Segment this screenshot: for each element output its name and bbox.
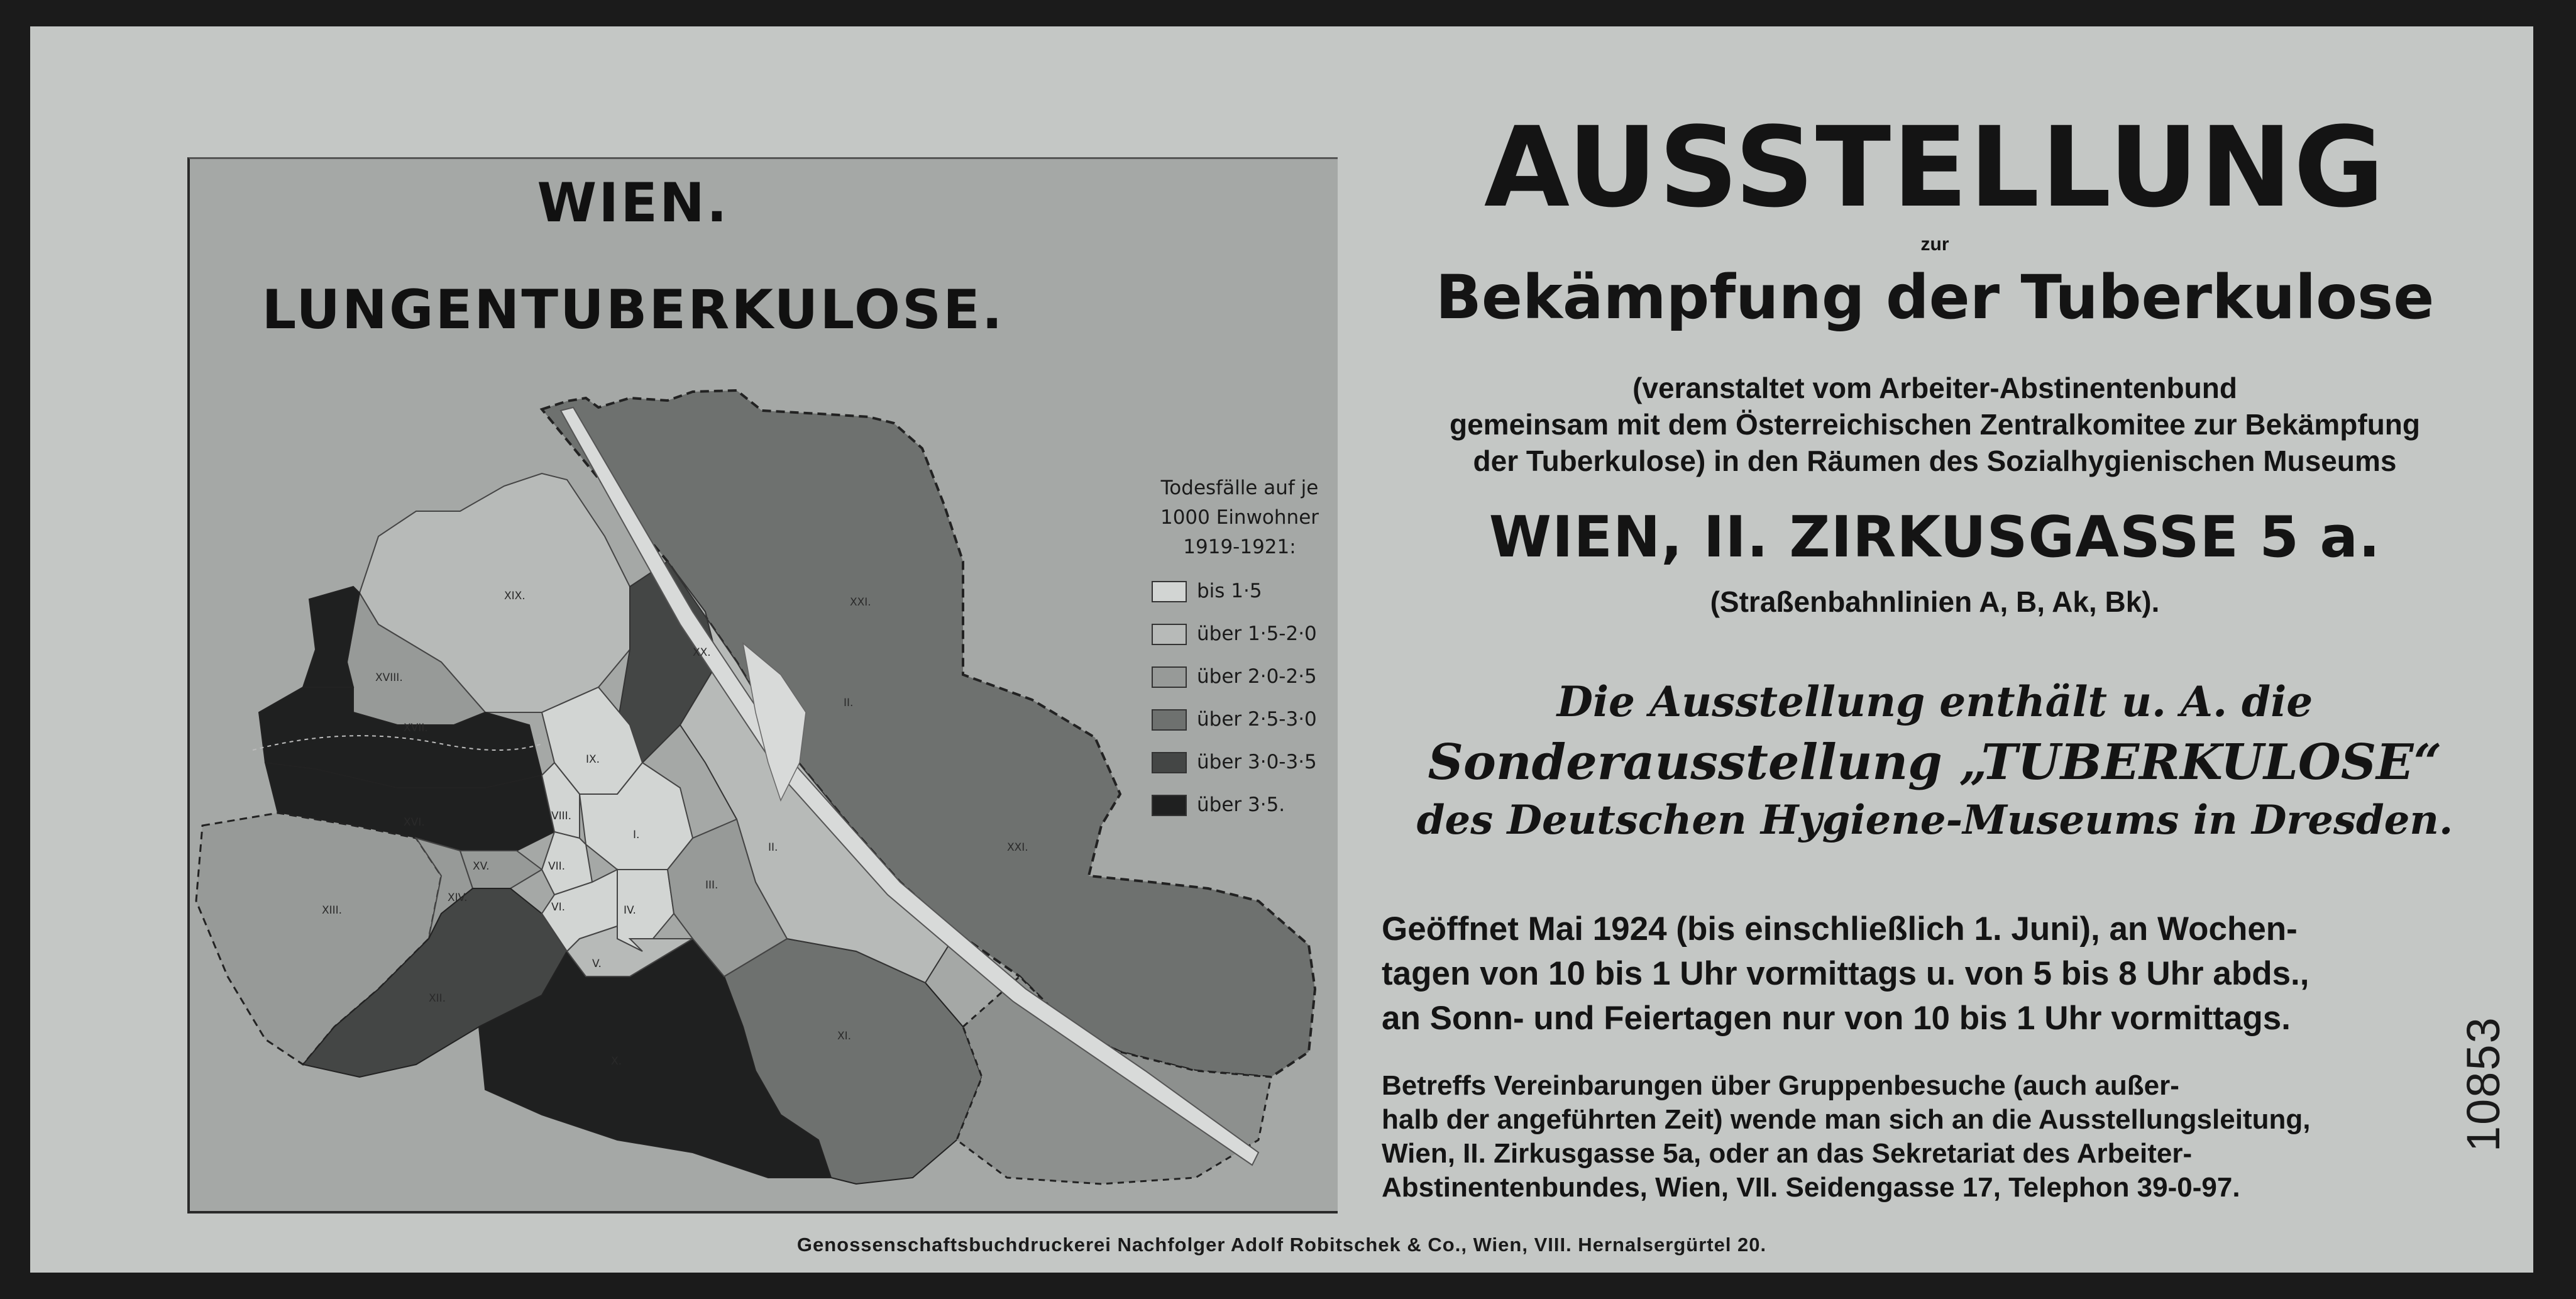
legend-row	[1152, 624, 1340, 649]
district-label-xv: XV.	[473, 860, 490, 873]
district-label-xvii: XVII.	[404, 722, 428, 734]
poster	[30, 26, 2533, 1273]
district-label-xxi-lower: XXI.	[1007, 841, 1028, 854]
legend-swatch	[1152, 752, 1187, 773]
legend-swatch	[1152, 581, 1187, 602]
hours-line-3: an Sonn- und Feiertagen nur von 10 bis 1 Uhr vormittags.	[1382, 1000, 2291, 1037]
organizer-line-3: der Tuberkulose) in den Räumen des Sozialhygienischen Museums	[1473, 445, 2397, 477]
district-label-x: X.	[611, 1055, 622, 1068]
district-label-ii-upper: II.	[844, 697, 854, 709]
groups-line-4: Abstinentenbundes, Wien, VII. Seidengasse 17, Telephon 39-0-97.	[1382, 1172, 2240, 1203]
legend-label: über 1·5-2·0	[1197, 622, 1317, 645]
legend-row	[1152, 752, 1340, 777]
tram-lines: (Straßenbahnlinien A, B, Ak, Bk).	[1710, 585, 2160, 618]
legend-row	[1152, 666, 1340, 692]
district-label-i: I.	[633, 829, 640, 841]
district-label-xxi: XXI.	[850, 596, 871, 609]
map-title-city: WIEN.	[537, 172, 729, 235]
district-label-xi: XI.	[837, 1030, 852, 1042]
hours-line-1: Geöffnet Mai 1924 (bis einschließlich 1. Juni), an Wochen-	[1382, 910, 2298, 948]
map-panel	[187, 157, 1338, 1213]
groups-line-3: Wien, II. Zirkusgasse 5a, oder an das Sekretariat des Arbeiter-	[1382, 1138, 2193, 1169]
groups-line-1: Betreffs Vereinbarungen über Gruppenbesuche (auch außer-	[1382, 1070, 2179, 1101]
legend-swatch	[1152, 709, 1187, 731]
legend-label: über 3·0-3·5	[1197, 751, 1317, 773]
legend-row	[1152, 709, 1340, 734]
legend-label: über 2·0-2·5	[1197, 665, 1317, 688]
district-label-iv: IV.	[624, 904, 636, 917]
special-line-2: Sonderausstellung „TUBERKULOSE“	[1428, 734, 2442, 791]
district-label-viii: VIII.	[551, 810, 572, 822]
legend-swatch	[1152, 795, 1187, 816]
district-label-ii: II.	[768, 841, 778, 854]
district-label-xiv: XIV.	[448, 892, 468, 904]
district-label-xx: XX.	[693, 646, 711, 659]
map-legend	[1145, 473, 1334, 845]
special-line-3: des Deutschen Hygiene-Museums in Dresden.	[1416, 797, 2453, 844]
district-label-xiii: XIII.	[322, 904, 343, 917]
headline: AUSSTELLUNG	[1483, 103, 2386, 232]
legend-heading-line-2: 1000 Einwohner	[1160, 506, 1319, 529]
district-label-ix: IX.	[586, 753, 600, 766]
organizer-line-2: gemeinsam mit dem Österreichischen Zentralkomitee zur Bekämpfung	[1449, 408, 2420, 441]
district-label-vii: VII.	[548, 860, 566, 873]
district-label-xii: XII.	[429, 992, 446, 1005]
legend-label: über 3·5.	[1197, 793, 1285, 816]
legend-swatch	[1152, 624, 1187, 645]
legend-heading-line-1: Todesfälle auf je	[1160, 477, 1319, 499]
legend-row	[1152, 795, 1340, 820]
organizer-line-1: (veranstaltet vom Arbeiter-Abstinentenbund	[1632, 372, 2237, 404]
district-label-xix: XIX.	[504, 590, 526, 602]
printer-imprint: Genossenschaftsbuchdruckerei Nachfolger Adolf Robitschek & Co., Wien, VIII. Hernalsergürtel 20.	[796, 1234, 1767, 1256]
legend-heading-line-3: 1919-1921:	[1183, 536, 1296, 558]
legend-swatch	[1152, 666, 1187, 688]
legend-label: über 2·5-3·0	[1197, 708, 1317, 731]
map-title-disease: LUNGENTUBERKULOSE.	[261, 279, 1005, 341]
headline-connector: zur	[1920, 234, 1949, 255]
district-label-xviii: XVIII.	[375, 672, 403, 684]
exhibition-subject: Bekämpfung der Tuberkulose	[1435, 262, 2435, 333]
district-label-iii: III.	[705, 879, 718, 892]
hours-line-2: tagen von 10 bis 1 Uhr vormittags u. von 5 bis 8 Uhr abds.,	[1382, 955, 2309, 992]
exhibition-address: WIEN, II. ZIRKUSGASSE 5 a.	[1489, 504, 2381, 570]
district-label-vi: VI.	[551, 901, 566, 914]
district-label-v: V.	[592, 958, 602, 970]
legend-row	[1152, 581, 1340, 606]
district-label-xvi: XVI.	[404, 816, 425, 829]
special-line-1: Die Ausstellung enthält u. A. die	[1556, 677, 2313, 726]
archive-number: 10853	[2457, 1016, 2509, 1152]
legend-label: bis 1·5	[1197, 580, 1262, 602]
groups-line-2: halb der angeführten Zeit) wende man sich an die Ausstellungsleitung,	[1382, 1104, 2311, 1135]
